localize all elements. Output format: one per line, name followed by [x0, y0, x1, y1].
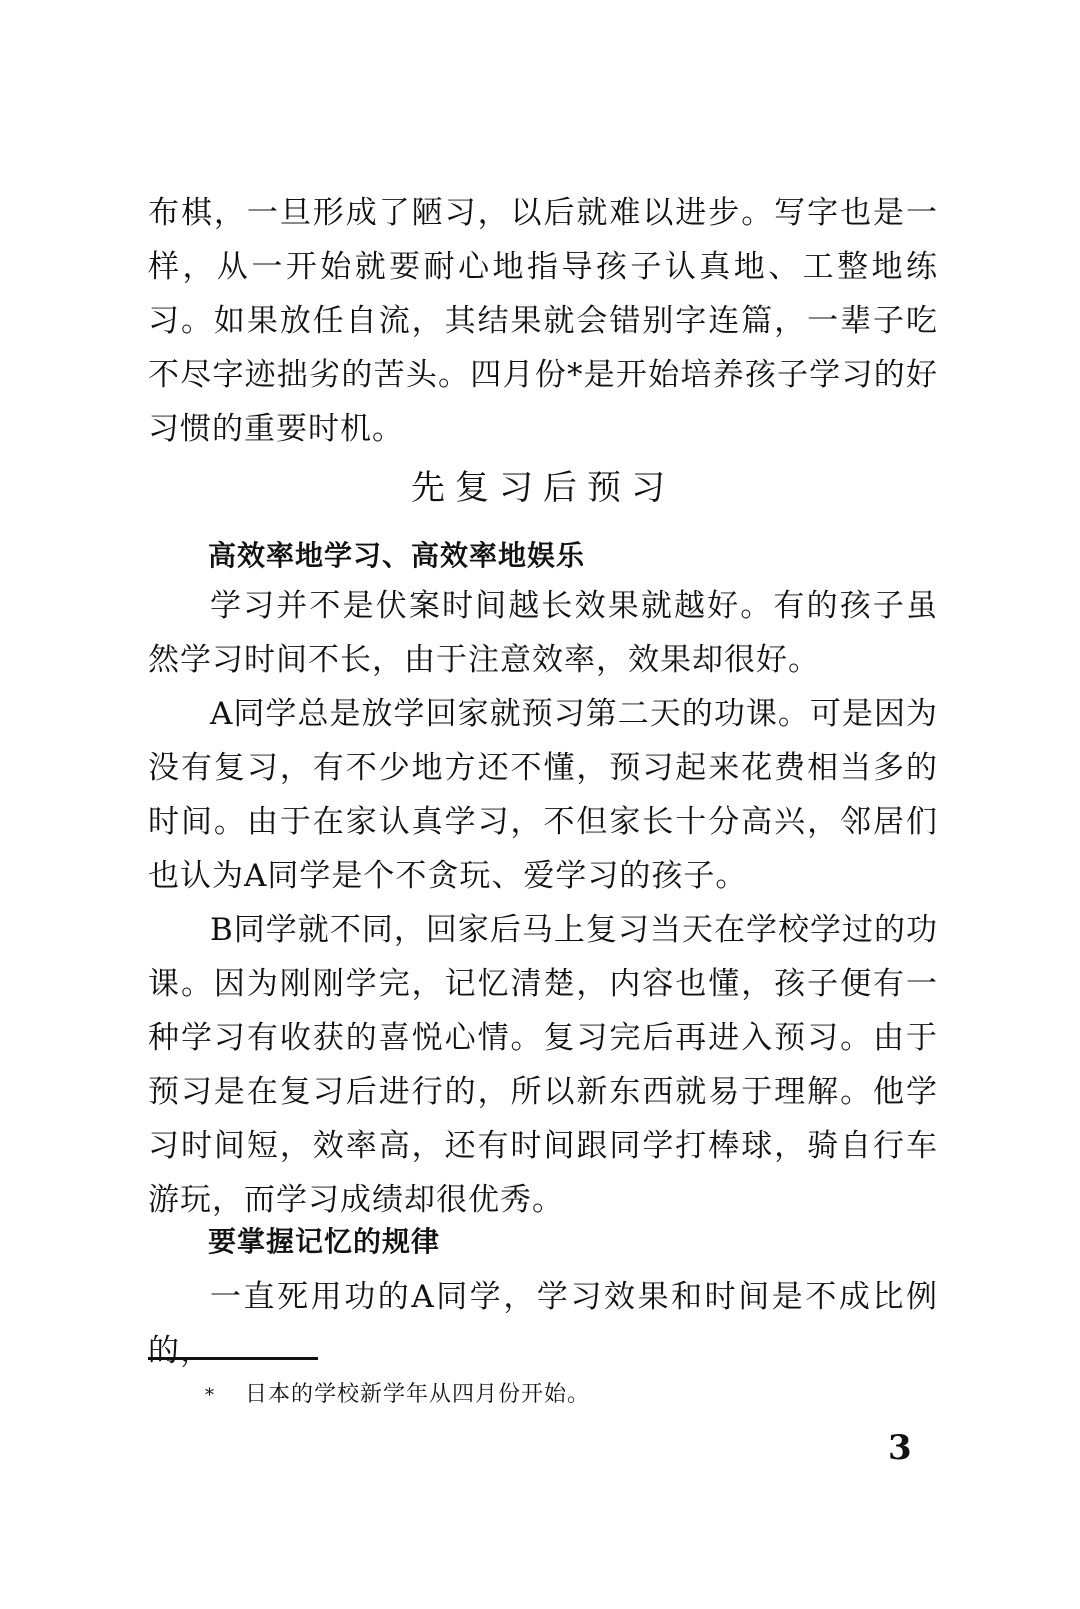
footnote-divider [148, 1357, 318, 1360]
paragraph-2: A同学总是放学回家就预习第二天的功课。可是因为没有复习，有不少地方还不懂，预习起来花费相当多的时间。由于在家认真学习，不但家长十分高兴，邻居们也认为A同学是个不贪玩、爱学习的孩子。 [148, 696, 938, 894]
bottom-paragraph-block [148, 1270, 938, 1378]
paragraph-1: 学习并不是伏案时间越长效果就越好。有的孩子虽然学习时间不长，由于注意效率，效果却很好。 [148, 588, 938, 678]
subheading-memory: 要掌握记忆的规律 [208, 1225, 441, 1258]
top-paragraph-block [148, 186, 938, 456]
page-number: 3 [888, 1428, 912, 1468]
footnote-text: 日本的学校新学年从四月份开始。 [245, 1382, 591, 1407]
top-paragraph: 布棋，一旦形成了陋习，以后就难以进步。写字也是一样，从一开始就要耐心地指导孩子认真地、工整地练习。如果放任自流，其结果就会错别字连篇，一辈子吃不尽字迹拙劣的苦头。四月份*是开始培养孩子学习的好习惯的重要时机。 [148, 195, 938, 447]
footnote-mark: * [205, 1385, 215, 1406]
footnote [205, 1380, 590, 1411]
bottom-paragraph: 一直死用功的A同学，学习效果和时间是不成比例的， [148, 1279, 938, 1369]
subheading-efficiency: 高效率地学习、高效率地娱乐 [208, 539, 586, 572]
paragraph-3: B同学就不同，回家后马上复习当天在学校学过的功课。因为刚刚学完，记忆清楚，内容也懂，孩子便有一种学习有收获的喜悦心情。复习完后再进入预习。由于预习是在复习后进行的，所以新东西就易于理解。他学习时间短，效率高，还有时间跟同学打棒球，骑自行车游玩，而学习成绩却很优秀。 [148, 912, 938, 1218]
main-paragraphs [148, 579, 938, 1227]
section-title: 先复习后预习 [411, 468, 675, 508]
